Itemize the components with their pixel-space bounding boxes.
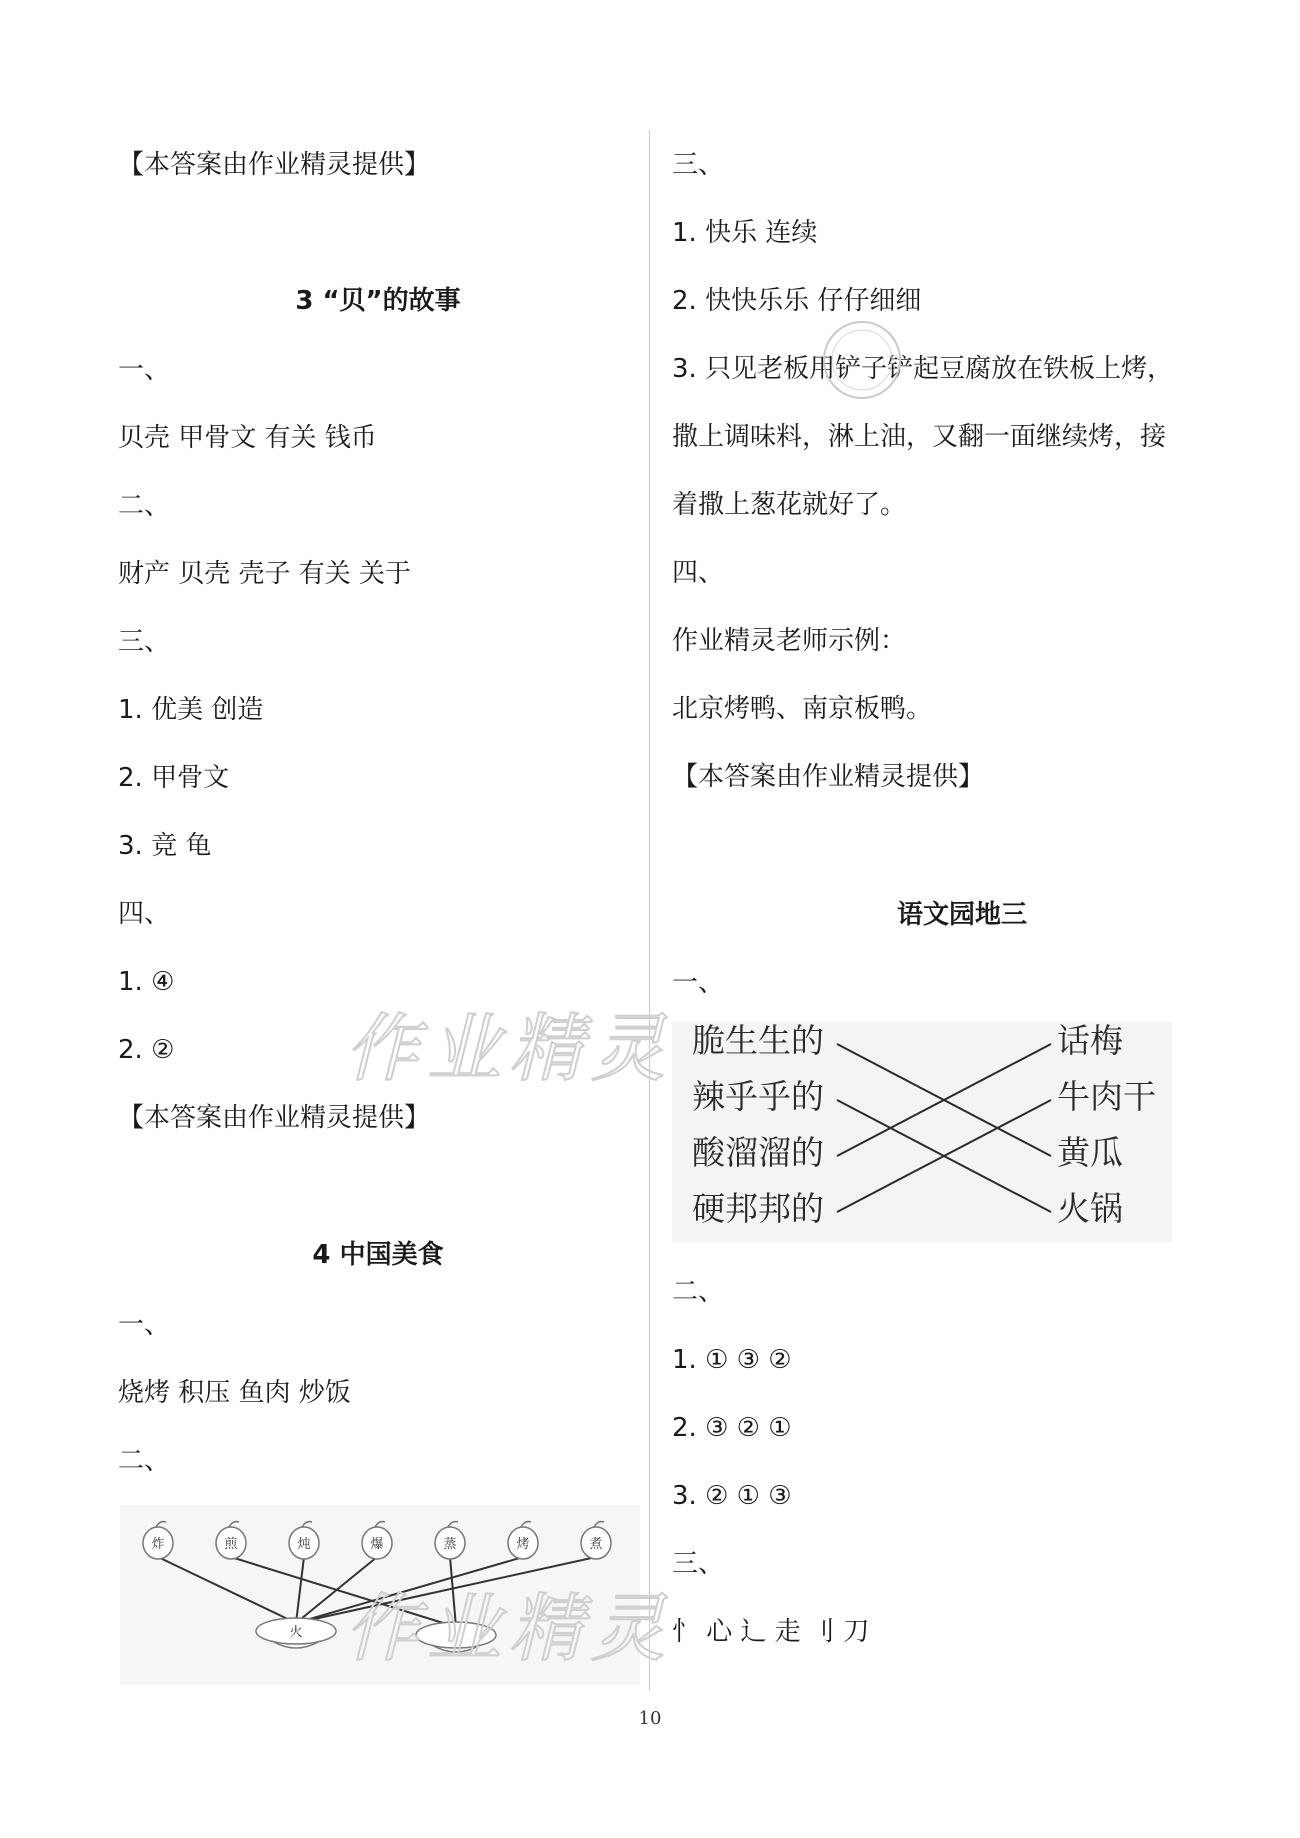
answer-text: 撒上调味料，淋上油，又翻一面继续烤，接	[672, 422, 1167, 452]
match-right-item: 话梅	[1057, 1022, 1123, 1060]
apple-label: 煮	[589, 1537, 603, 1552]
answer-credit: 【本答案由作业精灵提供】	[672, 762, 985, 792]
lesson-4-title: 4 中国美食	[312, 1240, 444, 1270]
answer-text: 1. ① ③ ②	[672, 1345, 792, 1375]
match-right-item: 黄瓜	[1057, 1133, 1123, 1172]
match-left-item: 硬邦邦的	[692, 1189, 824, 1228]
section-heading: 三、	[672, 150, 725, 180]
answer-text: 3. 竞 龟	[118, 831, 212, 861]
section-heading: 一、	[118, 355, 171, 385]
section-heading: 四、	[118, 899, 171, 929]
watermark: 作业精灵	[345, 1006, 673, 1092]
section-heading: 一、	[118, 1310, 171, 1340]
match-right-item: 火锅	[1057, 1189, 1123, 1228]
apple-label: 蒸	[443, 1537, 457, 1552]
answer-text: 1. 快乐 连续	[672, 218, 818, 248]
stamp-seal	[820, 318, 904, 402]
match-left-item: 脆生生的	[692, 1022, 824, 1060]
answer-text: 2. 甲骨文	[118, 763, 230, 793]
answer-text: 2. 快快乐乐 仔仔细细	[672, 286, 922, 316]
apple-label: 炖	[297, 1537, 311, 1552]
answer-text: 忄 心 辶 走 刂 刀	[672, 1617, 870, 1647]
cooking-method-figure	[120, 1505, 640, 1685]
page-number: 10	[638, 1708, 662, 1729]
apple-label: 爆	[370, 1537, 384, 1552]
match-left-item: 酸溜溜的	[692, 1133, 824, 1172]
apple-label: 炸	[151, 1537, 165, 1552]
column-divider	[649, 130, 650, 1690]
apple-label: 烤	[516, 1537, 530, 1552]
section-heading: 一、	[672, 968, 725, 998]
answer-text: 1. 优美 创造	[118, 695, 264, 725]
section-heading: 二、	[118, 1446, 171, 1476]
answer-text: 3. ② ① ③	[672, 1481, 792, 1511]
answer-text: 烧烤 积压 鱼肉 炒饭	[118, 1378, 351, 1408]
section-heading: 二、	[118, 491, 171, 521]
word-matching-figure	[672, 1022, 1172, 1242]
section-heading: 三、	[118, 627, 171, 657]
lesson-3-title: 3 “贝”的故事	[295, 286, 461, 316]
answer-text: 1. ④	[118, 967, 175, 997]
answer-text: 2. ②	[118, 1035, 175, 1065]
match-right-item: 牛肉干	[1057, 1077, 1156, 1116]
section-heading: 四、	[672, 558, 725, 588]
plate-label: 火	[289, 1625, 303, 1640]
answer-text: 贝壳 甲骨文 有关 钱币	[118, 423, 377, 453]
section-heading: 三、	[672, 1549, 725, 1579]
section-heading: 二、	[672, 1277, 725, 1307]
answer-credit: 【本答案由作业精灵提供】	[118, 1103, 431, 1133]
garden-3-title: 语文园地三	[896, 900, 1027, 930]
answer-text: 2. ③ ② ①	[672, 1413, 792, 1443]
apple-label: 煎	[224, 1537, 238, 1552]
answer-text: 财产 贝壳 壳子 有关 关于	[118, 559, 412, 589]
answer-text: 3. 只见老板用铲子铲起豆腐放在铁板上烤，	[672, 354, 1174, 384]
answer-text: 作业精灵老师示例：	[672, 626, 907, 656]
match-left-item: 辣乎乎的	[692, 1077, 824, 1116]
answer-text: 北京烤鸭、南京板鸭。	[672, 694, 933, 724]
answer-credit: 【本答案由作业精灵提供】	[118, 150, 431, 180]
answer-text: 着撒上葱花就好了。	[672, 490, 907, 520]
